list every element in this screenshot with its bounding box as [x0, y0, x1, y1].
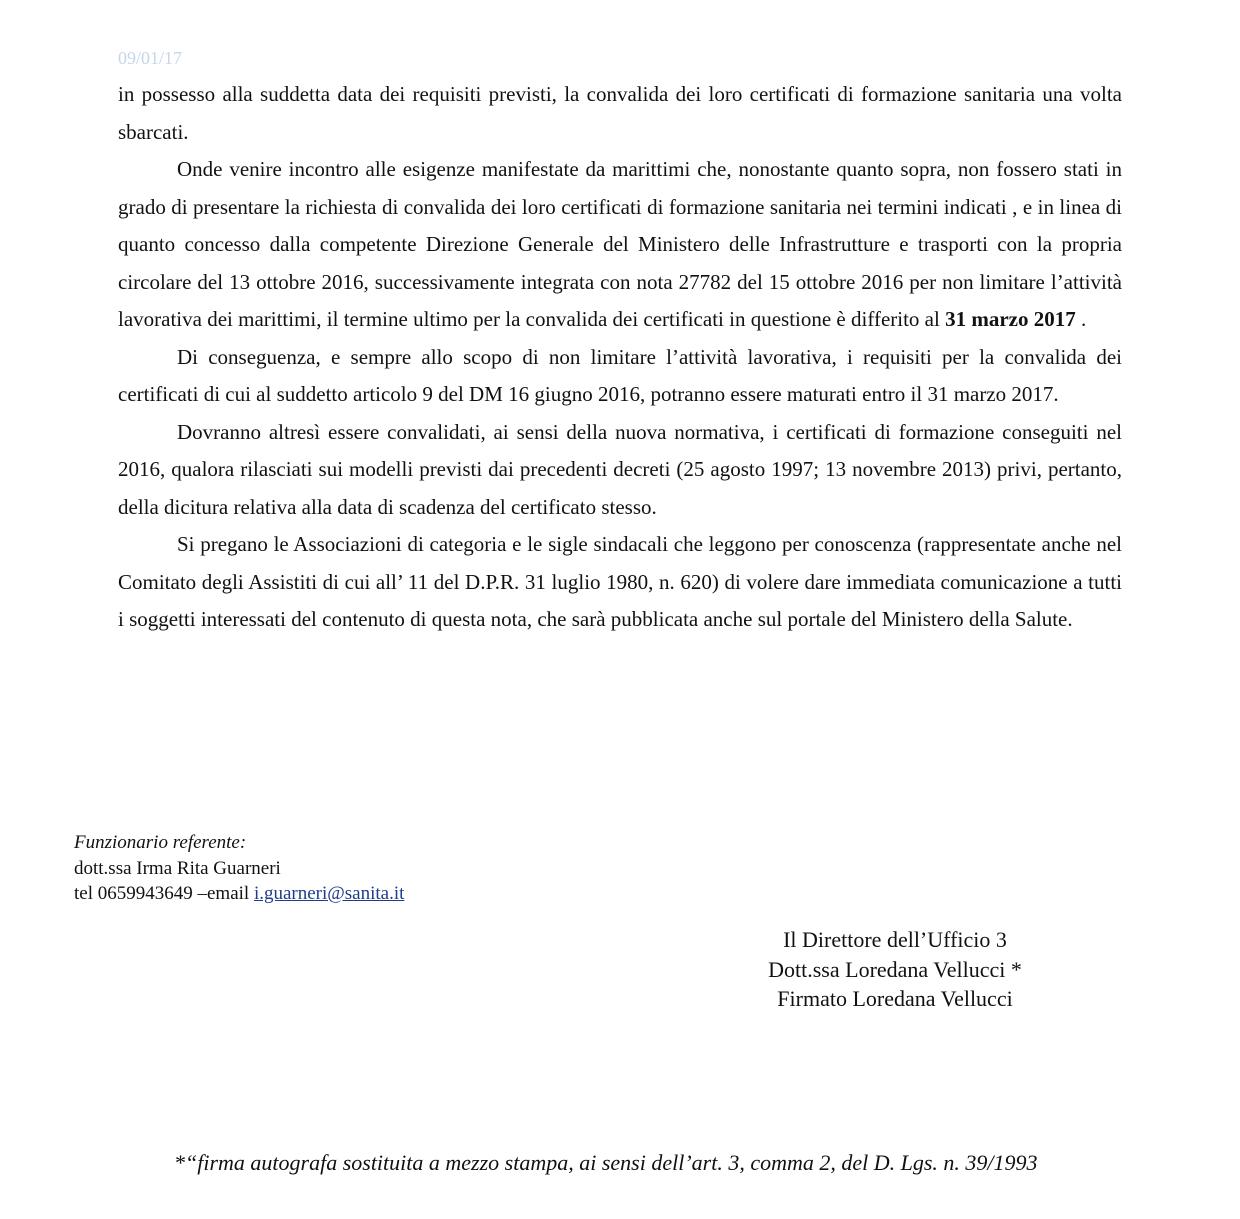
referent-phone: tel 0659943649 –email	[74, 883, 254, 904]
referent-block	[74, 830, 404, 907]
referent-role: Funzionario referente:	[74, 832, 247, 853]
signature-signed: Firmato Loredana Vellucci	[777, 986, 1013, 1011]
signature-name: Dott.ssa Loredana Vellucci *	[768, 956, 1022, 982]
paragraph-1: in possesso alla suddetta data dei requisiti previsti, la convalida dei loro certificati di formazione sanitaria una volta sbarcati.	[118, 82, 1122, 144]
paragraph-2-end: .	[1075, 307, 1087, 331]
deadline-date: 31 marzo 2017	[945, 307, 1076, 331]
paragraph-2	[118, 151, 1122, 339]
document-date: 09/01/17	[118, 48, 183, 68]
paragraph-3: Di conseguenza, e sempre allo scopo di non limitare l’attività lavorativa, i requisiti per la convalida dei certificati di cui al suddetto articolo 9 del DM 16 giugno 2016, potranno essere maturati entro il 31 marzo 2017.	[118, 344, 1122, 406]
referent-email-link[interactable]: i.guarneri@sanita.it	[253, 883, 405, 904]
referent-name: dott.ssa Irma Rita Guarneri	[74, 857, 281, 879]
footnote: *“firma autografa sostituita a mezzo stampa, ai sensi dell’art. 3, comma 2, del D. Lgs. n. 39/1993	[174, 1150, 1038, 1175]
referent-contact	[74, 881, 404, 907]
paragraph-4: Dovranno altresì essere convalidati, ai sensi della nuova normativa, i certificati di formazione conseguiti nel 2016, qualora rilasciati sui modelli previsti dai precedenti decreti (25 agosto 1997; 13 novembre 2013) privi, pertanto, della dicitura relativa alla data di scadenza del certificato stesso.	[118, 419, 1122, 519]
signature-block	[725, 925, 1065, 1014]
signature-title: Il Direttore dell’Ufficio 3	[783, 927, 1007, 952]
letter-body	[118, 76, 1122, 639]
paragraph-5: Si pregano le Associazioni di categoria e le sigle sindacali che leggono per conoscenza (rappresentate anche nel Comitato degli Assistiti di cui all’ 11 del D.P.R. 31 luglio 1980, n. 620) di volere dare immediata comunicazione a tutti i soggetti interessati del contenuto di questa nota, che sarà pubblicata anche sul portale del Ministero della Salute.	[118, 532, 1122, 631]
paragraph-2-text: Onde venire incontro alle esigenze manifestate da marittimi che, nonostante quanto sopra, non fossero stati in grado di presentare la richiesta di convalida dei loro certificati di formazione sanitaria nei termini indicati , e in linea di quanto concesso dalla competente Direzione Generale del Ministero delle Infrastrutture e trasporti con la propria circolare del 13 ottobre 2016, successivamente integrata con nota 27782 del 15 ottobre 2016 per non limitare l’attività lavorativa dei marittimi, il termine ultimo per la convalida dei certificati in questione è differito al	[118, 157, 1122, 331]
